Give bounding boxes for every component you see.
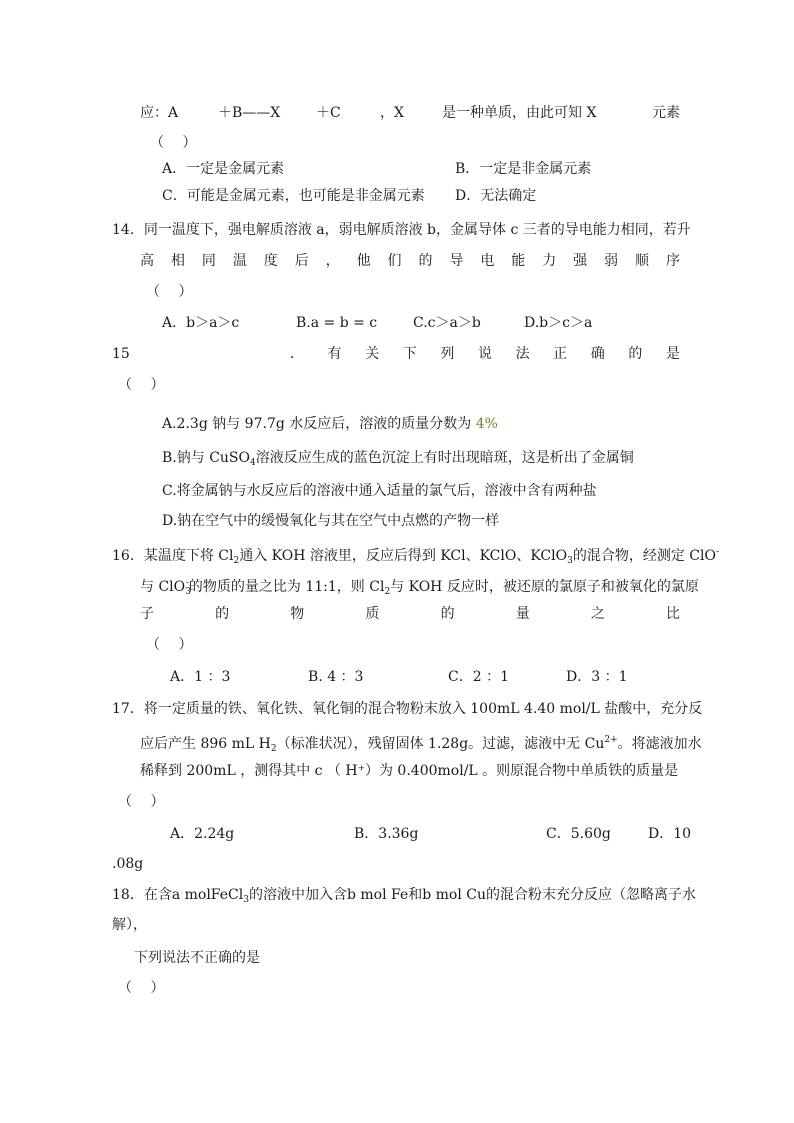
q14-answer-paren: （ ） [146,284,193,300]
q18-text: 的溶液中加入含b mol Fe和b mol Cu的混合粉末充分反应（忽略离子水 [248,887,697,903]
q14-char: 强 [573,253,588,269]
q14-char: 电 [480,253,495,269]
q13-option-d: D．无法确定 [455,188,537,204]
q14-option-d: D.b＞c＞a [524,315,593,331]
q16-char: 的 [215,606,230,622]
q15-option-b-subscript: 4 [250,458,256,468]
q16-char: 的 [440,606,455,622]
q16-char: 之 [590,606,605,622]
q17-line-1: 17．将一定质量的铁、氧化铁、氧化铜的混合物粉末放入 100mL 4.40 mol/L 盐酸中，充分反 [112,701,703,717]
q16-text: 与 KOH 反应时，被还原的氯原子和被氧化的氯原 [390,579,699,595]
q17-text: 。将滤液加水 [617,736,702,752]
q18-answer-paren: （ ） [118,980,165,996]
q14-char: 能 [511,253,526,269]
q15-option-a [162,415,498,433]
q14-char: 高 [140,253,154,269]
q16-line-3 [140,605,680,623]
q17-option-b: B．3.36g [354,826,419,842]
q15-option-b [162,449,634,472]
q13-option-b: B．一定是非金属元素 [455,161,592,177]
q16-option-c: C．2 ：1 [448,669,509,685]
q18-line-2: 解）， [112,917,147,933]
q15-char: 是 [665,346,680,362]
q15-char: 法 [515,346,530,362]
q17-subscript: 2 [270,744,277,754]
q17-superscript: 2+ [604,735,618,745]
q15-option-c: C.将金属钠与水反应后的溶液中通入适量的氯气后，溶液中含有两种盐 [162,483,597,499]
q15-option-b-text-2: 溶液反应生成的蓝色沉淀上有时出现暗斑，这是析出了金属铜 [255,450,634,466]
q16-answer-paren: （ ） [146,637,193,653]
q14-char: 度 [263,253,278,269]
q17-text: 应后产生 896 mL H [140,736,271,752]
q13-token: 应：A [140,105,179,121]
q16-char: 比 [665,606,680,622]
q16-superscript: - [185,578,189,588]
q16-superscript: - [715,547,720,557]
q15-char: 正 [553,346,568,362]
q15-char: 下 [402,346,417,362]
q17-answer-paren: （ ） [118,794,165,810]
q14-char: 导 [449,253,464,269]
q14-char: 相 [170,253,185,269]
q15-char: 说 [477,346,492,362]
q14-char: 顺 [635,253,649,269]
q17-option-d: D．10 [648,826,692,842]
q17-line-2 [140,731,702,758]
q16-line-1 [112,543,719,570]
q14-char: 同 [201,253,216,269]
q15-number: 15 [112,346,130,362]
q13-token: ＋C [316,105,341,121]
q17-line-3: 稀释到 200mL ，测得其中 c （ H⁺）为 0.400mol/L 。则原混合物中单质铁的质量是 [140,763,679,779]
q17-option-a: A．2.24g [170,826,235,842]
q15-option-d: D.钠在空气中的缓慢氧化与其在空气中点燃的产物一样 [162,513,500,529]
q17-option-c: C．5.60g [546,826,611,842]
q14-option-b: B.a = b = c [296,315,378,331]
q13-option-c: C．可能是金属元素，也可能是非金属元素 [162,188,425,204]
q15-char: 确 [590,346,605,362]
q16-subscript: 2 [384,587,391,597]
q15-char: 关 [365,346,380,362]
q14-char: 序 [665,253,680,269]
q17-text: （标准状况），残留固体 1.28g。过滤，滤液中无 Cu [276,736,605,752]
q14-line-2 [140,252,680,270]
q14-char: 他 [356,253,371,269]
q13-token: 元素 [652,105,680,121]
q18-line-1 [112,886,696,909]
q16-char: 子 [140,606,154,622]
q14-char: 后 [294,253,309,269]
q16-subscript: 3 [567,556,573,566]
q18-line-3: 下列说法不正确的是 [134,950,260,966]
q16-text: 16．某温度下将 Cl [112,548,234,564]
q14-option-c: C.c＞a＞b [413,315,481,331]
q13-option-a: A．一定是金属元素 [162,161,285,177]
q15-char: 的 [628,346,643,362]
q16-text: 与 ClO [140,579,186,595]
q16-text: 通入 KOH 溶液里，反应后得到 KCl、KClO、KClO [239,548,568,564]
q15-answer-paren: （ ） [118,377,165,393]
q16-char: 物 [290,606,305,622]
q15-char: 有 [327,346,342,362]
q16-option-a: A．1 ：3 [170,669,231,685]
q14-char: 温 [232,253,247,269]
q15-option-a-percent: 4% [475,416,498,432]
q13-answer-paren: （ ） [150,135,197,151]
q15-char: ． [290,346,304,362]
q16-char: 量 [515,606,530,622]
q18-text: 18．在含a molFeCl [112,887,244,903]
q18-subscript: 3 [243,895,249,905]
q16-text: 的混合物，经测定 ClO [572,548,716,564]
q14-char: 弱 [604,253,619,269]
q13-token: ，X [380,105,404,121]
q13-token: 是一种单质，由此可知 X [442,105,597,121]
q14-char: 们 [387,253,402,269]
q13-token: ＋B——X [218,105,281,121]
q15-option-b-text: B.钠与 CuSO [162,450,250,466]
q16-subscript: 3 [185,587,191,597]
q17-option-d-wrap: .08g [112,856,144,872]
q14-char: ， [325,253,340,269]
q15-option-a-text: A.2.3g 钠与 97.7g 水反应后，溶液的质量分数为 [162,416,476,432]
q16-char: 质 [365,606,380,622]
q14-line-1: 14．同一温度下，强电解质溶液 a，弱电解质溶液 b，金属导体 c 三者的导电能力相同，若升 [112,222,691,238]
q16-subscript: 2 [233,556,240,566]
q14-char: 的 [418,253,433,269]
q16-line-2 [140,574,699,601]
q16-option-b: B. 4 ：3 [308,669,364,685]
q16-text: 的物质的量之比为 11:1，则 Cl [188,579,385,595]
q14-option-a: A．b＞a＞c [162,315,240,331]
q14-char: 力 [542,253,557,269]
q15-char: 列 [440,346,455,362]
q16-option-d: D．3 ：1 [566,669,628,685]
